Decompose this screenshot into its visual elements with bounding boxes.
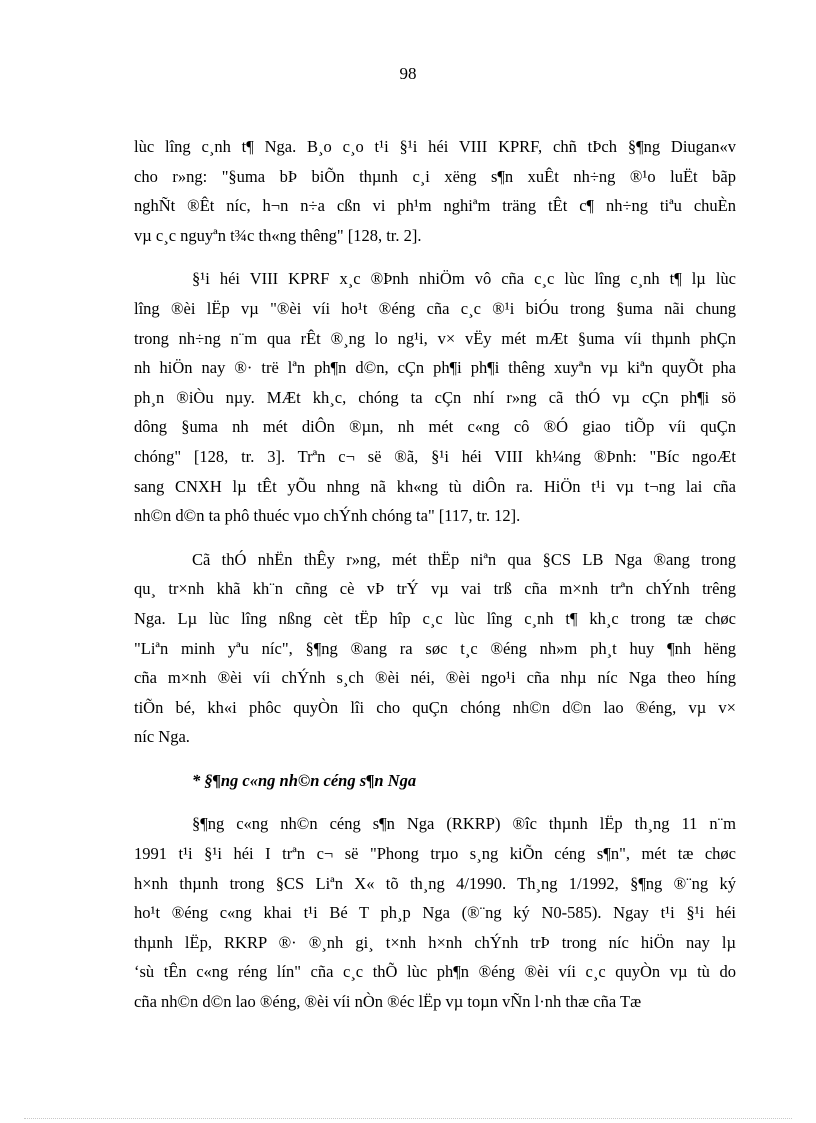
text-line: dông §uma nh mét diÔn ®µn, nh mét c«ng cô ®Ó giao tiÕp víi quÇn (134, 417, 736, 437)
paragraph (134, 545, 736, 752)
text-line: §¶ng c«ng nh©n céng s¶n Nga (RKRP) ®îc thµnh lËp th¸ng 11 n¨m (192, 814, 736, 834)
text-line: Nga. Lµ lùc lîng nßng cèt tËp hîp c¸c lùc lîng c¸nh t¶ kh¸c trong tæ chøc (134, 608, 736, 628)
text-line: ph¸n ®iÒu nµy. MÆt kh¸c, chóng ta cÇn nhí r»ng cã thÓ vµ cÇn ph¶i sö (134, 387, 736, 407)
page-number: 98 (399, 64, 417, 83)
text-line: trong nh÷ng n¨m qua rÊt ®¸ng lo ng¹i, v× vËy mét mÆt §uma víi thµnh phÇn (134, 328, 736, 348)
text-line: nh hiÖn nay ®· trë lªn ph¶n d©n, cÇn ph¶i ph¶i thêng xuyªn vµ kiªn quyÕt pha (134, 358, 736, 378)
text-line: qu¸ tr×nh khã kh¨n cñng cè vÞ trÝ vµ vai trß cña m×nh trªn chÝnh trêng (134, 579, 736, 599)
paragraph-gap (134, 752, 736, 766)
text-line: sang CNXH lµ tÊt yÕu nhng nã kh«ng tù diÔn ra. HiÖn t¹i vµ t¬ng lai cña (134, 476, 736, 496)
text-line: ‘sù tÊn c«ng réng lín" cña c¸c thÕ lùc ph¶n ®éng ®èi víi c¸c quyÒn vµ tù do (134, 962, 736, 982)
text-line: "Liªn minh yªu níc", §¶ng ®ang ra søc t¸c ®éng nh»m ph¸t huy ¶nh hëng (134, 638, 736, 658)
text-line: lùc lîng c¸nh t¶ Nga. B¸o c¸o t¹i §¹i héi VIII KPRF, chñ tÞch §¶ng Diugan«v (134, 137, 736, 156)
text-line: cña nh©n d©n lao ®éng, ®èi víi nÒn ®éc lËp vµ toµn vÑn l·nh thæ cña Tæ (134, 992, 642, 1012)
text-line: lîng ®èi lËp vµ "®èi víi ho¹t ®éng cña c¸c ®¹i biÓu trong §uma nãi chung (134, 298, 736, 318)
text-line: nh©n d©n ta phô thuéc vµo chÝnh chóng ta" [117, tr. 12]. (134, 506, 521, 526)
text-line: vµ c¸c nguyªn t¾c th«ng thêng" [128, tr. 2]. (134, 225, 422, 245)
text-line: chóng" [128, tr. 3]. Trªn c¬ së ®ã, §¹i héi VIII kh¼ng ®Þnh: "Bíc ngoÆt (134, 446, 736, 466)
section-heading (134, 766, 736, 796)
text-line: níc Nga. (134, 727, 190, 747)
paragraph (134, 264, 736, 530)
text-line: thµnh lËp, RKRP ®· ®¸nh gi¸ t×nh h×nh chÝnh trÞ trong níc hiÖn nay lµ (134, 932, 736, 952)
paragraph (134, 132, 736, 250)
paragraph-gap (134, 531, 736, 545)
paragraph-gap (134, 250, 736, 264)
paragraph-gap (134, 795, 736, 809)
page-bottom-border (24, 1118, 792, 1119)
text-line: nghÑt ®Êt níc, h¬n n÷a cßn vi ph¹m nghiªm träng tÊt c¶ nh÷ng tiªu chuÈn (134, 196, 736, 216)
text-line: tiÕn bé, kh«i phôc quyÒn lîi cho quÇn chóng nh©n d©n lao ®éng, vµ v× (134, 697, 736, 717)
paragraph (134, 809, 736, 1016)
heading-text: * §¶ng c«ng nh©n céng s¶n Nga (192, 770, 417, 790)
text-line: h×nh thµnh trong §CS Liªn X« tõ th¸ng 4/1990. Th¸ng 1/1992, §¶ng ®¨ng ký (134, 873, 736, 893)
text-line: §¹i héi VIII KPRF x¸c ®Þnh nhiÖm vô cña c¸c lùc lîng c¸nh t¶ lµ lùc (192, 269, 736, 289)
body-text (134, 132, 736, 1017)
text-line: ho¹t ®éng c«ng khai t¹i Bé T ph¸p Nga (®¨ng ký N0-585). Ngay t¹i §¹i héi (134, 903, 736, 923)
text-line: Cã thÓ nhËn thÊy r»ng, mét thËp niªn qua §CS LB Nga ®ang trong (192, 549, 736, 569)
text-line: cho r»ng: "§uma bÞ biÕn thµnh c¸i xëng s¶n xuÊt nh÷ng ®¹o luËt bãp (134, 166, 736, 186)
text-line: cña m×nh ®èi víi chÝnh s¸ch ®èi néi, ®èi ngo¹i cña nhµ níc Nga theo híng (134, 668, 736, 688)
text-line: 1991 t¹i §¹i héi I trªn c¬ së "Phong trµo s¸ng kiÕn céng s¶n", mét tæ chøc (134, 844, 736, 864)
